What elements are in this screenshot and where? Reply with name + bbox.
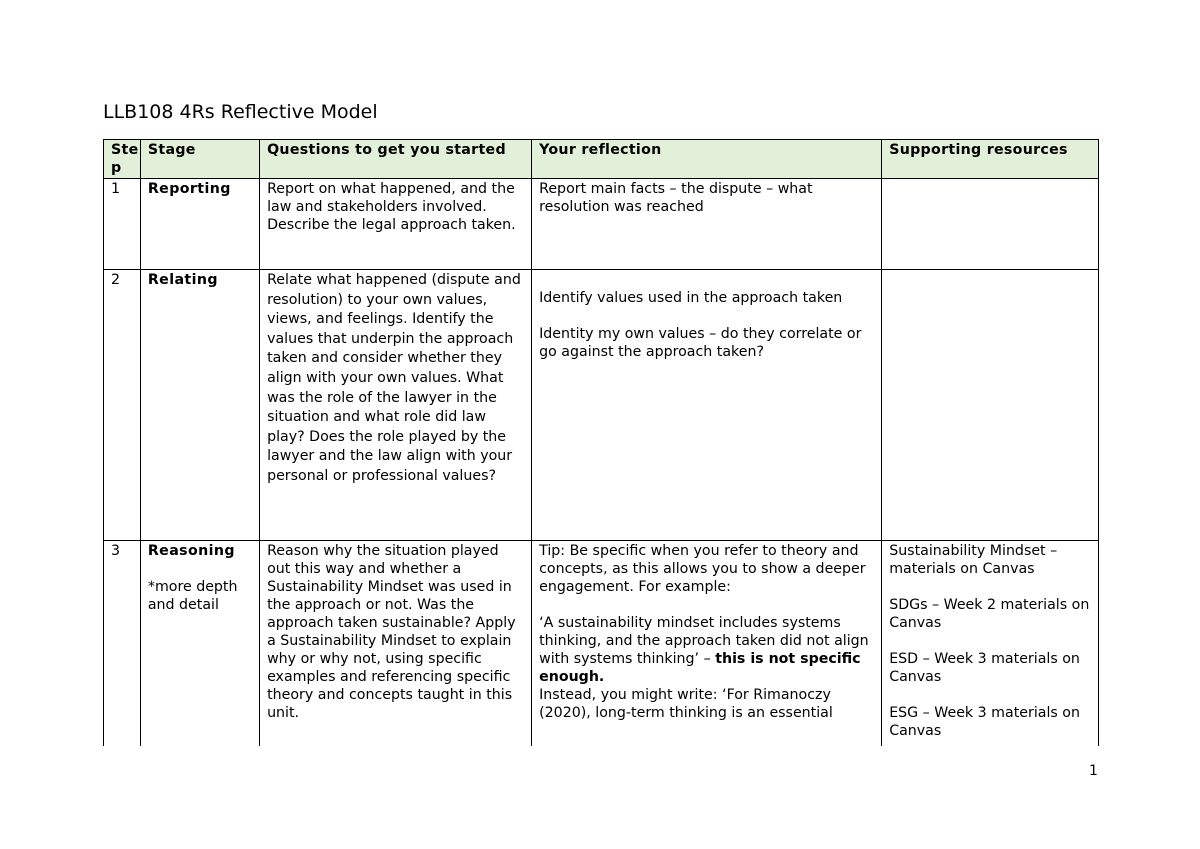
reflection-paragraph: Identify values used in the approach taken <box>539 290 843 306</box>
reflection-quote: ‘A sustainability mindset includes systems thinking, and the approach taken did not align with systems thinking’ – <box>539 615 869 667</box>
reflective-model-table-container <box>103 139 1099 746</box>
header-questions: Questions to get you started <box>260 140 532 179</box>
cell-stage <box>140 179 259 270</box>
cell-questions: Reason why the situation played out this way and whether a Sustainability Mindset was used in the approach or not. Was the approach taken sustainable? Apply a Sustainability Mindset to explain why or why not, using specific examples and referencing specific theory and concepts taught in this unit. <box>260 541 532 747</box>
page-number: 1 <box>1089 763 1098 779</box>
table-row-reporting <box>104 179 1099 270</box>
cell-step: 1 <box>104 179 141 270</box>
cell-stage <box>140 541 259 747</box>
cell-reflection <box>532 541 882 747</box>
stage-name: Reasoning <box>147 543 235 559</box>
page-title: LLB108 4Rs Reflective Model <box>103 101 378 123</box>
header-resources: Supporting resources <box>882 140 1099 179</box>
cell-stage <box>140 270 259 541</box>
cell-questions: Report on what happened, and the law and stakeholders involved. Describe the legal approach taken. <box>260 179 532 270</box>
reflective-model-table <box>103 139 1099 746</box>
reflection-instead: Instead, you might write: ‘For Rimanoczy (2020), long-term thinking is an essential <box>539 687 833 721</box>
cell-step: 3 <box>104 541 141 747</box>
table-row-relating <box>104 270 1099 541</box>
cell-questions: Relate what happened (dispute and resolution) to your own values, views, and feelings. Identify the values that underpin the approach taken and consider whether they align with your own values. What was the role of the lawyer in the situation and what role did law play? Does the role played by the lawyer and the law align with your personal or professional values? <box>260 270 532 541</box>
header-stage: Stage <box>140 140 259 179</box>
reflection-paragraph: Identity my own values – do they correlate or go against the approach taken? <box>539 326 862 360</box>
table-header-row <box>104 140 1099 179</box>
stage-name: Relating <box>147 272 218 288</box>
table-row-reasoning <box>104 541 1099 747</box>
cell-resources <box>882 179 1099 270</box>
resource-item: SDGs – Week 2 materials on Canvas <box>889 597 1090 631</box>
cell-resources <box>882 541 1099 747</box>
stage-note: *more depth and detail <box>147 579 238 613</box>
cell-step: 2 <box>104 270 141 541</box>
header-step: Ste p <box>104 140 141 179</box>
stage-name: Reporting <box>147 181 231 197</box>
resource-item: Sustainability Mindset – materials on Canvas <box>889 543 1058 577</box>
reflection-quote-emphasis: this is not specific enough. <box>539 651 861 685</box>
cell-resources <box>882 270 1099 541</box>
resource-item: ESG – Week 3 materials on Canvas <box>889 705 1080 739</box>
header-reflection: Your reflection <box>532 140 882 179</box>
resource-item: ESD – Week 3 materials on Canvas <box>889 651 1080 685</box>
reflection-tip: Tip: Be specific when you refer to theory and concepts, as this allows you to show a deeper engagement. For example: <box>539 543 866 595</box>
cell-reflection: Report main facts – the dispute – what resolution was reached <box>532 179 882 270</box>
reflection-example <box>539 614 874 686</box>
cell-reflection <box>532 270 882 541</box>
